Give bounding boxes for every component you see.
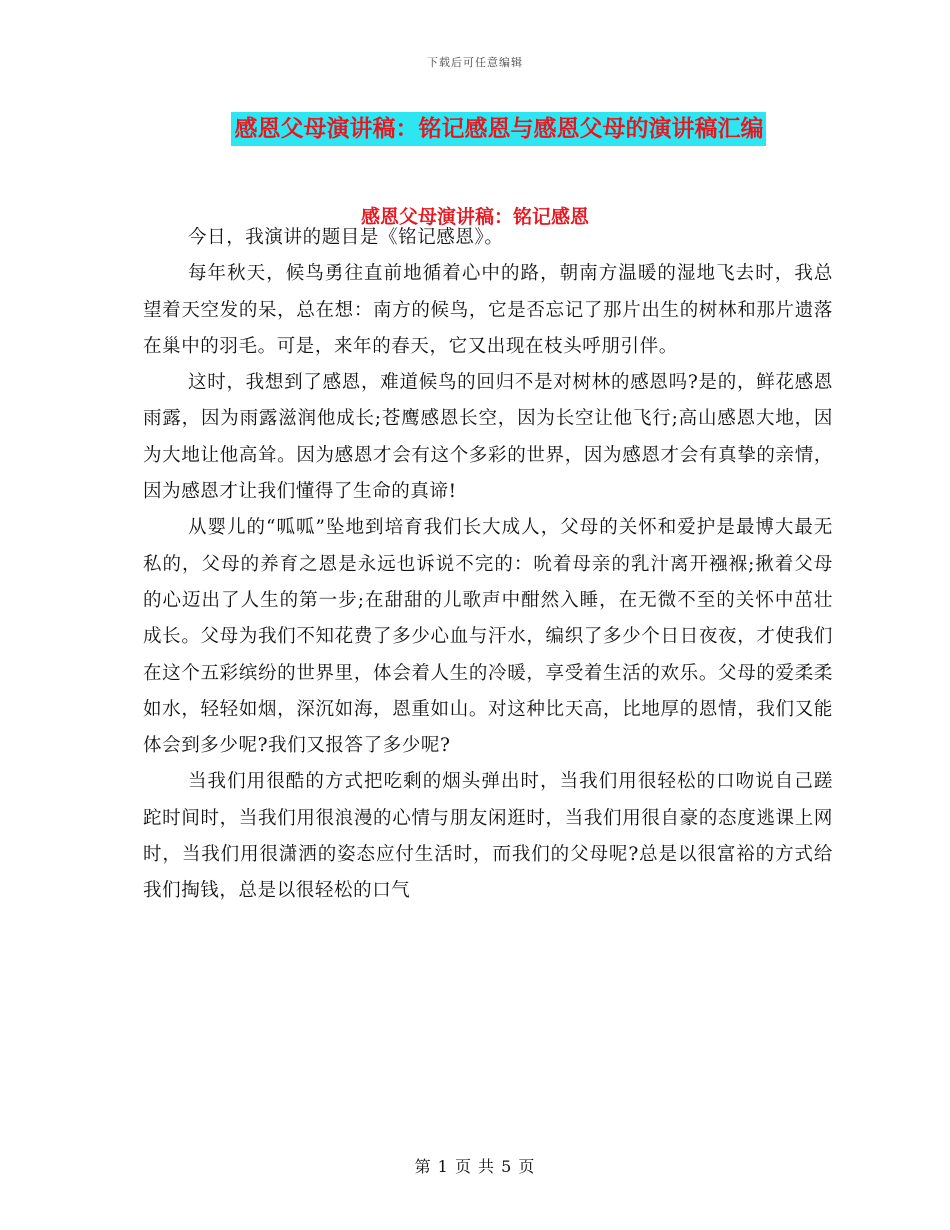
section-title: 感恩父母演讲稿：铭记感恩 [360, 206, 589, 228]
paragraph: 当我们用很酷的方式把吃剩的烟头弹出时，当我们用很轻松的口吻说自己蹉跎时间时，当我们用很浪漫的心情与朋友闲逛时，当我们用很自豪的态度逃课上网时，当我们用很潇洒的姿态应付生活时，而我们的父母呢?总是以很富裕的方式给我们掏钱，总是以很轻松的口气 [143, 771, 833, 902]
document-main-title: 感恩父母演讲稿：铭记感恩与感恩父母的演讲稿汇编 [231, 112, 766, 146]
paragraph: 这时，我想到了感恩，难道候鸟的回归不是对树林的感恩吗?是的，鲜花感恩雨露，因为雨露滋润他成长;苍鹰感恩长空，因为长空让他飞行;高山感恩大地，因为大地让他高耸。因为感恩才会有这个多彩的世界，因为感恩才会有真挚的亲情，因为感恩才让我们懂得了生命的真谛! [143, 372, 833, 503]
main-title-container [0, 112, 950, 146]
document-body [143, 220, 833, 910]
page-header-note: 下载后可任意编辑 [427, 56, 523, 69]
paragraph: 每年秋天，候鸟勇往直前地循着心中的路，朝南方温暖的湿地飞去时，我总望着天空发的呆，总在想：南方的候鸟，它是否忘记了那片出生的树林和那片遗落在巢中的羽毛。可是，来年的春天，它又出现在枝头呼朋引伴。 [143, 263, 833, 357]
paragraph: 今日，我演讲的题目是《铭记感恩》。 [188, 227, 504, 248]
page-number: 第 1 页 共 5 页 [414, 1157, 536, 1176]
paragraph: 从婴儿的“呱呱”坠地到培育我们长大成人，父母的关怀和爱护是最博大最无私的，父母的养育之恩是永远也诉说不完的：吮着母亲的乳汁离开襁褓;揪着父母的心迈出了人生的第一步;在甜甜的儿歌声中酣然入睡，在无微不至的关怀中茁壮成长。父母为我们不知花费了多少心血与汗水，编织了多少个日日夜夜，才使我们在这个五彩缤纷的世界里，体会着人生的冷暖，享受着生活的欢乐。父母的爱柔柔如水，轻轻如烟，深沉如海，恩重如山。对这种比天高，比地厚的恩情，我们又能体会到多少呢?我们又报答了多少呢? [143, 517, 833, 757]
